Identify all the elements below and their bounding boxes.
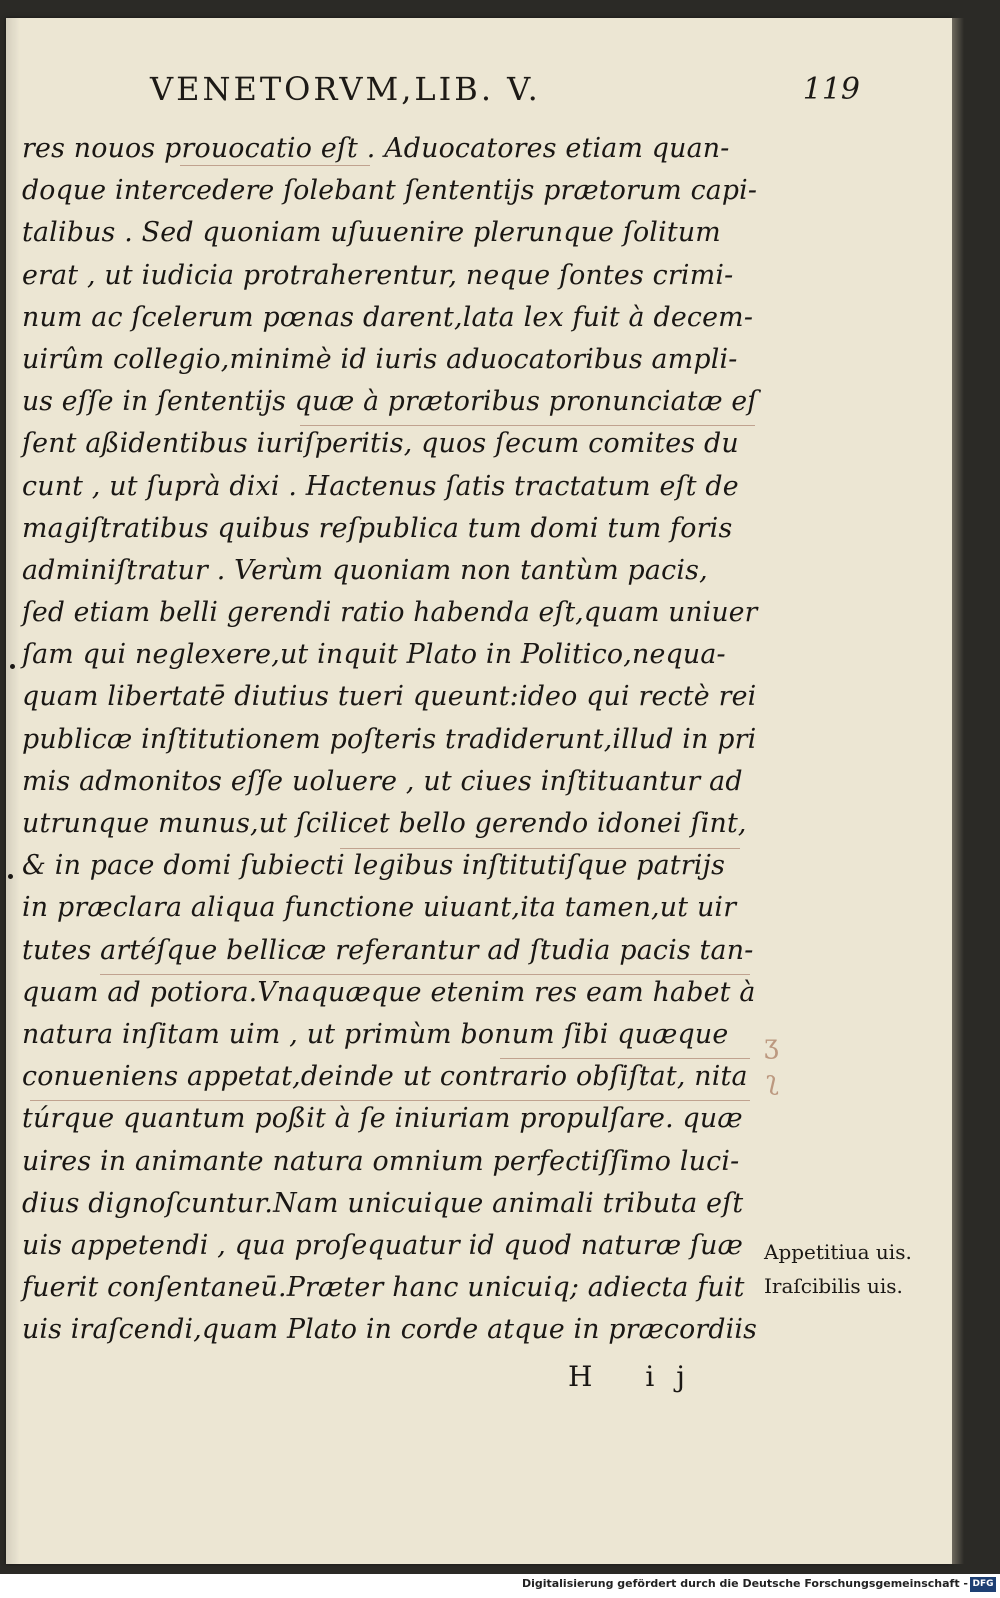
body-line: uis appetendi , qua proſequatur id quod naturæ ſuæ [22, 1229, 744, 1261]
body-line: ſed etiam belli gerendi ratio habenda eſt,quam uniuer [22, 597, 758, 629]
body-line: ſent aßidentibus iuriſperitis, quos ſecum comites du [22, 428, 739, 460]
body-line: in præclara aliqua functione uiuant,ita tamen,ut uir [22, 892, 737, 924]
marginal-note-irascibilis: Iraſcibilis uis. [764, 1274, 903, 1298]
marginalia [764, 1240, 944, 1308]
annotation-underline [180, 165, 370, 166]
annotation-underline [100, 974, 750, 975]
body-line: uirûm collegio,minimè id iuris aduocatoribus ampli- [22, 343, 738, 375]
annotation-underline [300, 425, 755, 426]
body-line: utrunque munus,ut ſcilicet bello gerendo idonei ſint, [22, 808, 747, 839]
footer-credit-bar [0, 1574, 1000, 1598]
body-line: ſam qui neglexere,ut inquit Plato in Politico,nequa- [22, 639, 726, 671]
dfg-logo-badge: DFG [970, 1577, 996, 1592]
body-line: quam libertatē diutius tueri queunt:ideo qui rectè rei [22, 681, 757, 713]
marginal-note-appetitiua: Appetitiua uis. [764, 1240, 912, 1264]
page-fore-edge [952, 18, 964, 1564]
body-line: erat , ut iudicia protraherentur, neque ſontes crimi- [22, 259, 734, 291]
body-line: quam ad potiora.Vnaquæque etenim res eam habet à [22, 976, 756, 1008]
annotation-underline [500, 1058, 750, 1059]
folio-number: 119 [802, 72, 860, 107]
body-line: adminiſtratur . Verùm quoniam non tantùm pacis, [22, 554, 708, 586]
page-header [150, 70, 860, 114]
margin-bracket-mark: ʒ [764, 1030, 779, 1060]
body-line: publicæ inſtitutionem poſteris tradiderunt,illud in pri [22, 723, 757, 755]
body-line: us eſſe in ſententijs quæ à prætoribus pronunciatæ eſ [22, 386, 758, 418]
body-line: natura inſitam uim , ut primùm bonum ſibi quæque [22, 1018, 729, 1050]
margin-dot-mark [8, 874, 13, 879]
body-line: doque intercedere ſolebant ſententijs prætorum capi- [22, 175, 758, 207]
body-line: conueniens appetat,deinde ut contrario obſiſtat, nita [22, 1061, 748, 1093]
body-line: uires in animante natura omnium perfectiſſimo luci- [22, 1145, 740, 1177]
body-text [22, 128, 762, 1351]
body-line: & in pace domi ſubiecti legibus inſtitutiſque patrijs [22, 850, 726, 882]
margin-bracket-mark: ʅ [766, 1066, 779, 1096]
body-line: mis admonitos eſſe uoluere , ut ciues inſtituantur ad [22, 765, 743, 797]
body-line: cunt , ut ſuprà dixi . Hactenus ſatis tractatum eſt de [22, 470, 739, 502]
body-line: res nouos prouocatio eſt . Aduocatores etiam quan- [22, 133, 730, 164]
margin-dot-mark [10, 664, 15, 669]
body-line: uis iraſcendi,quam Plato in corde atque in præcordiis [22, 1314, 758, 1346]
body-line: fuerit conſentaneū.Præter hanc unicuiq; adiecta fuit [22, 1272, 745, 1304]
footer-credit-text: Digitalisierung gefördert durch die Deutsche Forschungsgemeinschaft - [521, 1577, 968, 1590]
body-line: túrque quantum poßit à ſe iniuriam propulſare. quæ [22, 1103, 743, 1135]
body-line: talibus . Sed quoniam uſuuenire plerunque ſolitum [22, 217, 721, 249]
annotation-underline [30, 1100, 750, 1101]
body-line: magiſtratibus quibus reſpublica tum domi tum foris [22, 512, 733, 544]
signature-mark: H ij [568, 1360, 707, 1393]
body-line: dius dignoſcuntur.Nam unicuique animali tributa eſt [22, 1187, 744, 1219]
annotation-underline [340, 848, 740, 849]
body-line: num ac ſcelerum pœnas darent,lata lex fuit à decem- [22, 301, 754, 333]
running-title: VENETORVM,LIB. V. [150, 70, 541, 108]
body-line: tutes artéſque bellicæ referantur ad ſtudia pacis tan- [22, 934, 754, 966]
